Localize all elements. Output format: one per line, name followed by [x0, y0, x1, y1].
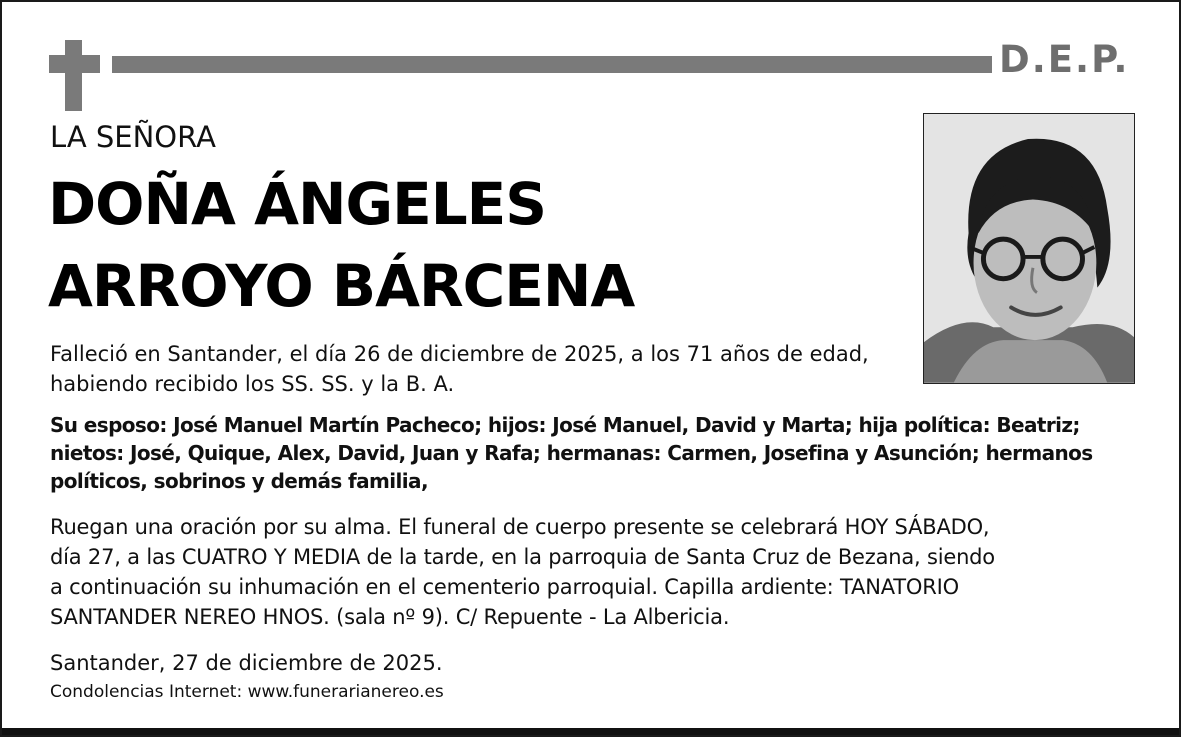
funeral-line: Ruegan una oración por su alma. El funeral de cuerpo presente se celebrará HOY SÁBADO, [50, 515, 990, 539]
funeral-line: SANTANDER NEREO HNOS. (sala nº 9). C/ Repuente - La Albericia. [50, 605, 730, 629]
family-list [50, 411, 1140, 495]
death-announcement [50, 339, 920, 399]
cross-horizontal-bar [49, 55, 100, 73]
funeral-details [50, 512, 1090, 632]
funeral-line: a continuación su inhumación en el cementerio parroquial. Capilla ardiente: TANATORIO [50, 575, 959, 599]
family-line: políticos, sobrinos y demás familia, [50, 469, 428, 493]
funeral-line: día 27, a las CUATRO Y MEDIA de la tarde, en la parroquia de Santa Cruz de Bezana, siendo [50, 545, 995, 569]
portrait-photo [923, 113, 1135, 384]
condolences-link: Condolencias Internet: www.funerarianereo.es [50, 682, 444, 702]
honorific-prefix: LA SEÑORA [50, 120, 216, 154]
deceased-name-line-2: ARROYO BÁRCENA [48, 252, 635, 320]
death-line: Falleció en Santander, el día 26 de diciembre de 2025, a los 71 años de edad, [50, 342, 869, 366]
deceased-name-line-1: DOÑA ÁNGELES [48, 170, 547, 238]
bottom-rule [2, 728, 1179, 735]
portrait-illustration [924, 114, 1134, 383]
place-date: Santander, 27 de diciembre de 2025. [50, 651, 443, 675]
family-line: Su esposo: José Manuel Martín Pacheco; hijos: José Manuel, David y Marta; hija política: Beatriz; [50, 413, 1080, 437]
death-line: habiendo recibido los SS. SS. y la B. A. [50, 372, 455, 396]
family-line: nietos: José, Quique, Alex, David, Juan y Rafa; hermanas: Carmen, Josefina y Asunción; hermanos [50, 441, 1093, 465]
cross-vertical-bar [65, 40, 82, 111]
header-rule [112, 56, 992, 73]
dep-heading: D.E.P. [999, 38, 1130, 81]
